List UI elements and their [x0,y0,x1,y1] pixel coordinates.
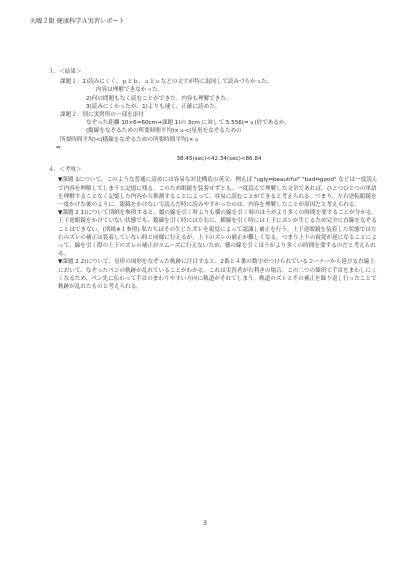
task1-line2: 内容は理解できなかった。 [96,87,164,94]
discussion-paragraph-1: ▼課題 1について、このような普通に読めには容易な対比構造の英文、例えば "ugly⇔beautiful" "bad⇔good" などは一度読んで内容を理解してしまうと記憶に残る。このため眼鏡を装着せずとも、一度読んで理解した文章であれば、ひとつひとつの単語を理解することなく記憶した内容から推測することによって、容易に読むことができると考えられる。つまり、左右逆転眼鏡を一度かけた後のように、眼鏡をかけないで読んだ時に読みやすかったのは、内容を理解したことが原因だと考えられる。 [58,177,378,209]
task2-line1: 課題２：別に実習所の一部を添付 [60,112,144,119]
page-number: 3 [203,520,207,527]
report-header: 火曜２限 健康科学Ａ実習レポート [30,18,125,25]
task2-line3: (縦線をなぞるための所要時間平均)×ａ<(星形をなぞるための [86,128,242,135]
task2-line2: なぞった距離 10×6=60cm→課題 1)の 3cm に対して 5.556(=ａ)倍であるか。 [86,120,291,127]
equivalence-arrow: ⇔ [56,144,61,151]
task1-line4: 3)読みにくかったが、1)よりも速く、正確に読めた。 [86,103,221,110]
discussion-heading: ４．＜考察＞ [48,167,82,174]
task2-line4: 所要時間平均)<(横線をなぞるための所要時間平均)×ａ [60,136,199,143]
task1-line3: 2)何の問題もなく読むことができた。内容も理解できた。 [86,95,232,102]
report-body [48,68,380,291]
inequality-result: 38.45(sec)<42.34(sec)<86.84 [176,156,262,163]
task1-line1: 課題１：1)読みにくく、ｐとｂ、ａとｅなどの文字が特に混同して読みづらかった。 [60,79,273,86]
discussion-paragraph-2: ▼課題 2 1)について別紙を参照すると、縦の線を引く時よりも横の線を引く時のほうがより多くの時間を要することが分かる。上下逆眼鏡をかけていない状態でも、縦線を引く時には左右に、横線を引く時には上下にズレが生じるため完全に直線をなぞることはできない。(別紙※１参照) 私たちはその生じたズレを視覚によって認識し補正を行う。上下逆眼鏡を装着した状態では左右のズレの補正は装着していない時と同様に行えるが、上下のズレの補正が難しくなる。つまり上下の視覚が逆になることによって、線を引く際の上下のズレの補正がスムーズに行えないため、横の線を引くほうがより多くの時間を要するのだと考えられる。 [58,210,378,258]
discussion-paragraph-3: ▼課題 2 2)について、星形の図形をなぞった軌跡に注目すると、2番と４番の数字がつけられているコーナーから延びる直線上において、なぞったペンの軌跡が乱れていることがわかる。これは実習者が右利きの場合、この二つの箇所で手首をまわしにくくなるため、ペン先に伝わって手首のまわりやすい方向に軌道がそれてしまう。軌道のズレとその補正を繰り返し行ったことで軌跡が乱れたものと考えられる。 [58,259,377,291]
results-heading: ３．＜結果＞ [48,69,82,75]
